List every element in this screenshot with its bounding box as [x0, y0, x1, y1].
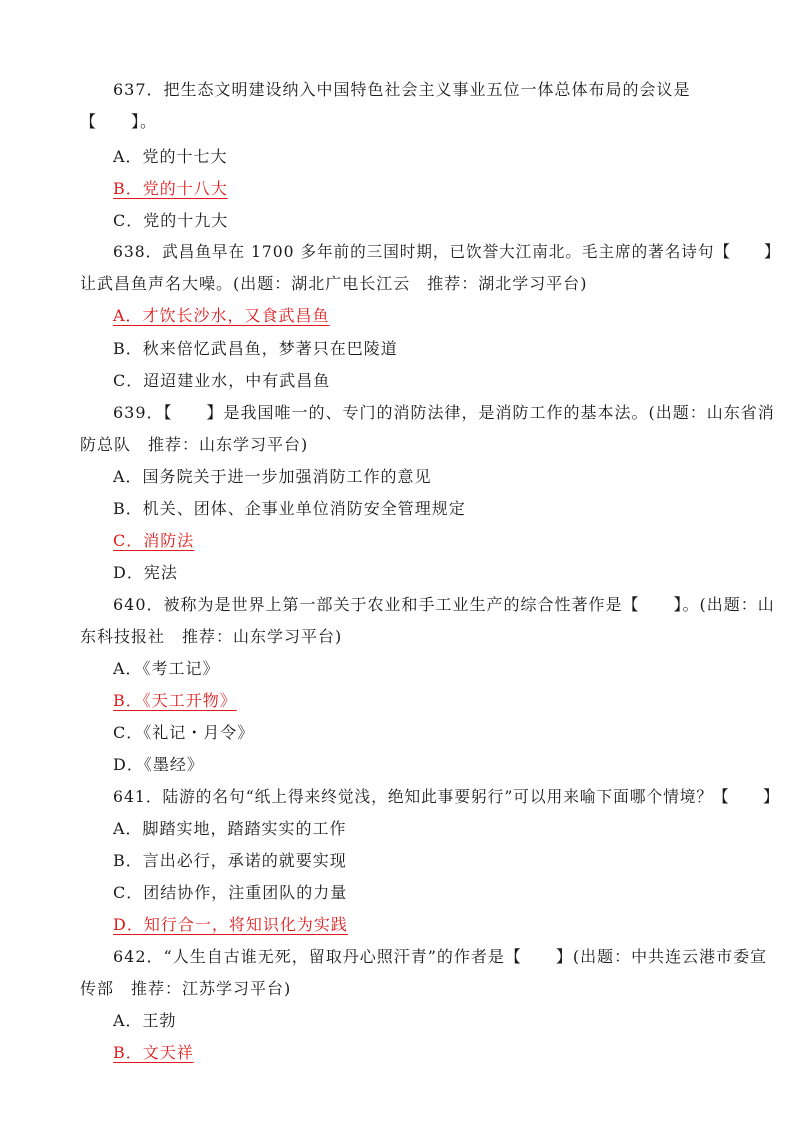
question-text: 641．陆游的名句“纸上得来终觉浅，绝知此事要躬行”可以用来喻下面哪个情境？【 】	[113, 787, 780, 806]
option-c: C．《礼记・月令》	[113, 723, 255, 742]
option-a: A．脚踏实地，踏踏实实的工作	[113, 819, 347, 838]
option-b: B．言出必行，承诺的就要实现	[113, 851, 347, 870]
question-text: 637．把生态文明建设纳入中国特色社会主义事业五位一体总体布局的会议是	[113, 80, 691, 99]
option-b: B．秋来倍忆武昌鱼，梦著只在巴陵道	[113, 339, 398, 358]
question-text-continued: 东科技报社 推荐：山东学习平台)	[80, 627, 343, 646]
option-c-correct-answer: C．消防法	[113, 531, 195, 550]
question-text: 640．被称为是世界上第一部关于农业和手工业生产的综合性著作是【 】。(出题：山	[113, 595, 775, 614]
option-a: A．《考工记》	[113, 659, 220, 678]
question-text-continued: 传部 推荐：江苏学习平台)	[80, 979, 292, 998]
option-d: D．宪法	[113, 563, 178, 582]
option-c: C．迢迢建业水，中有武昌鱼	[113, 371, 331, 390]
option-a-correct-answer: A．才饮长沙水，又食武昌鱼	[113, 306, 330, 325]
option-b-correct-answer: B．《天工开物》	[113, 691, 237, 710]
option-a: A．党的十七大	[113, 147, 228, 166]
option-b: B．机关、团体、企事业单位消防安全管理规定	[113, 499, 466, 518]
option-a: A．国务院关于进一步加强消防工作的意见	[113, 467, 432, 486]
question-text: 638．武昌鱼早在 1700 多年前的三国时期，已饮誉大江南北。毛主席的著名诗句【 】	[113, 242, 781, 261]
question-text: 642．“人生自古谁无死，留取丹心照汗青”的作者是【 】(出题：中共连云港市委宣	[113, 947, 768, 966]
question-text-continued: 【 】。	[80, 112, 158, 131]
option-d: D．《墨经》	[113, 755, 204, 774]
option-b-correct-answer: B．文天祥	[113, 1043, 194, 1062]
question-text-continued: 防总队 推荐：山东学习平台)	[80, 435, 309, 454]
question-text-continued: 让武昌鱼声名大噪。(出题：湖北广电长江云 推荐：湖北学习平台)	[80, 274, 588, 293]
option-d-correct-answer: D．知行合一，将知识化为实践	[113, 915, 348, 934]
option-c: C．团结协作，注重团队的力量	[113, 883, 348, 902]
option-c: C．党的十九大	[113, 211, 229, 230]
option-a: A．王勃	[113, 1011, 177, 1030]
question-text: 639．【 】是我国唯一的、专门的消防法律，是消防工作的基本法。(出题：山东省消	[113, 403, 775, 422]
option-b-correct-answer: B．党的十八大	[113, 179, 228, 198]
